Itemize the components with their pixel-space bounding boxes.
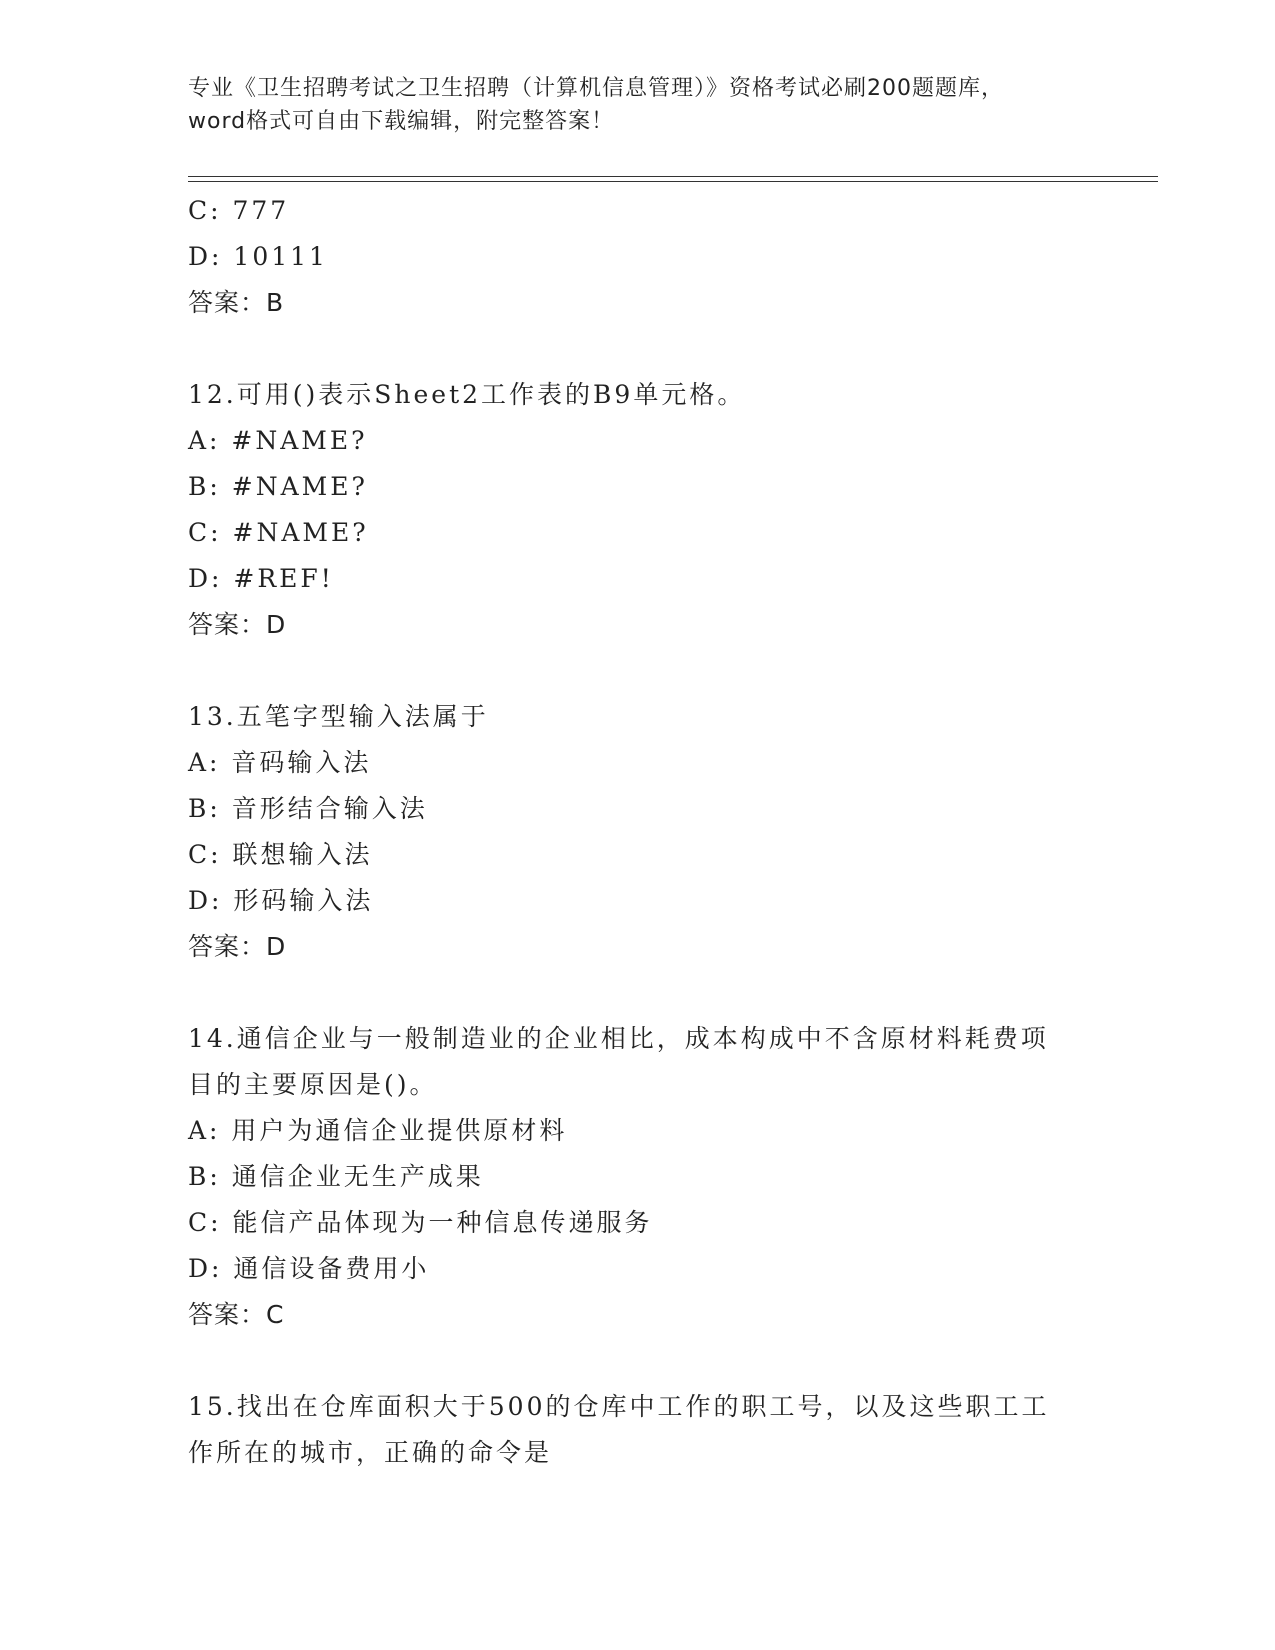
option-c: C: 联想输入法 — [188, 840, 373, 869]
question-stem: 13.五笔字型输入法属于 — [188, 702, 489, 731]
spacer — [188, 326, 1158, 372]
option-d: D: 10111 — [188, 242, 328, 271]
question-stem: 14.通信企业与一般制造业的企业相比，成本构成中不含原材料耗费项 — [188, 1024, 1049, 1053]
option-d: D: 通信设备费用小 — [188, 1254, 430, 1283]
question-block-12 — [188, 372, 1158, 648]
spacer — [188, 970, 1158, 1016]
question-block-11 — [188, 188, 1158, 326]
option-b: B: 音形结合输入法 — [188, 794, 428, 823]
header-divider-top — [188, 176, 1158, 177]
spacer — [188, 648, 1158, 694]
answer-line: 答案：B — [188, 288, 285, 317]
option-c: C: 能信产品体现为一种信息传递服务 — [188, 1208, 653, 1237]
answer-line: 答案：C — [188, 1300, 285, 1329]
header-title-line-2: word格式可自由下载编辑，附完整答案！ — [188, 109, 615, 134]
question-stem-continued: 作所在的城市，正确的命令是 — [188, 1438, 553, 1467]
question-stem: 15.找出在仓库面积大于500的仓库中工作的职工号，以及这些职工工 — [188, 1392, 1050, 1421]
header-divider-bottom — [188, 181, 1158, 182]
answer-line: 答案：D — [188, 932, 287, 961]
document-page — [188, 0, 1158, 1650]
question-block-13 — [188, 694, 1158, 970]
option-a: A: #NAME? — [188, 426, 368, 455]
question-block-14 — [188, 1016, 1158, 1338]
option-c: C: #NAME? — [188, 518, 369, 547]
option-b: B: 通信企业无生产成果 — [188, 1162, 484, 1191]
question-stem-continued: 目的主要原因是()。 — [188, 1070, 438, 1099]
option-d: D: #REF! — [188, 564, 334, 593]
spacer — [188, 1338, 1158, 1384]
question-stem: 12.可用()表示Sheet2工作表的B9单元格。 — [188, 380, 746, 409]
header-title-line-1: 专业《卫生招聘考试之卫生招聘（计算机信息管理）》资格考试必刷200题题库， — [188, 76, 1004, 101]
option-b: B: #NAME? — [188, 472, 368, 501]
option-a: A: 音码输入法 — [188, 748, 372, 777]
question-block-15 — [188, 1384, 1158, 1476]
answer-line: 答案：D — [188, 610, 287, 639]
option-a: A: 用户为通信企业提供原材料 — [188, 1116, 568, 1145]
option-c: C: 777 — [188, 196, 290, 225]
option-d: D: 形码输入法 — [188, 886, 374, 915]
document-header — [188, 72, 1158, 138]
question-list — [188, 188, 1158, 1476]
